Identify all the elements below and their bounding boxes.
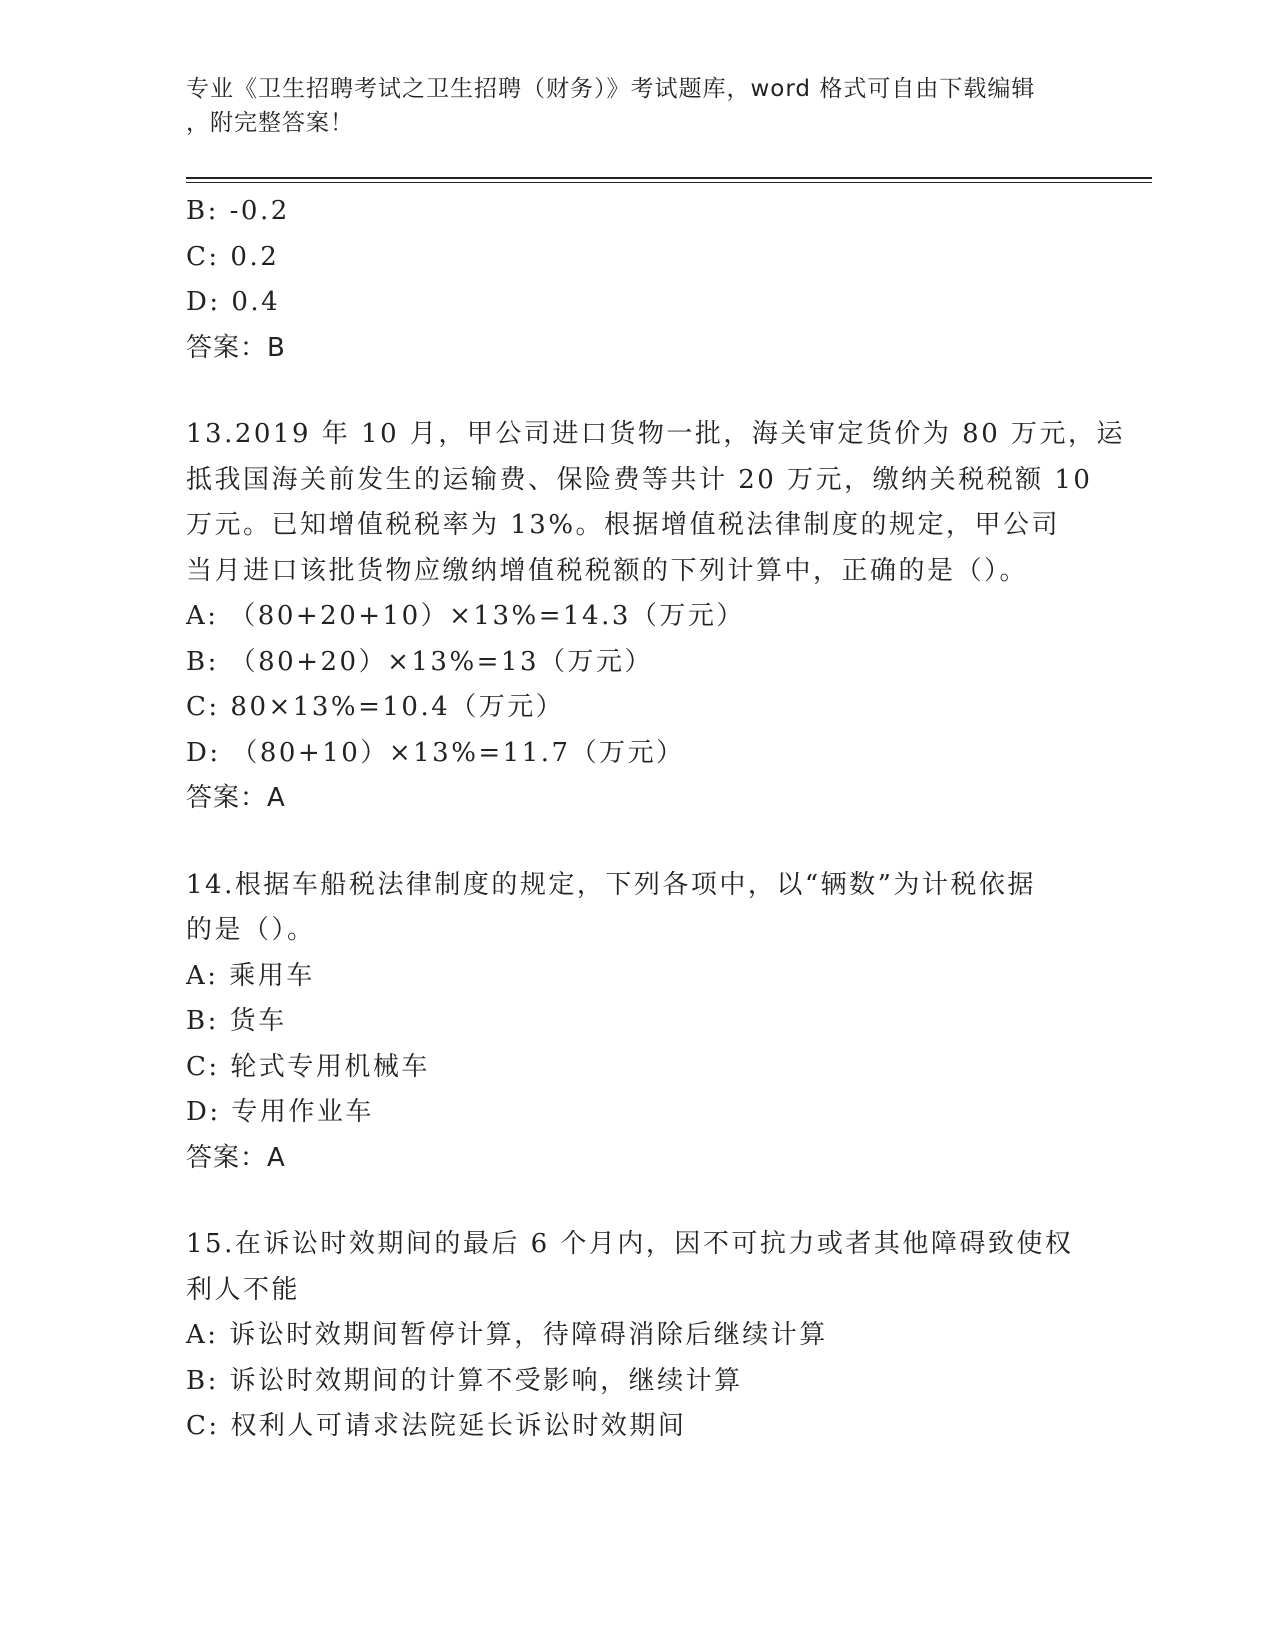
spacer [186, 1181, 1086, 1222]
option-d: D: （80+10）×13%=11.7（万元） [186, 737, 685, 768]
option-c: C: 权利人可请求法院延长诉讼时效期间 [186, 1411, 687, 1441]
question-12-continuation [186, 189, 1086, 371]
option-b: B: （80+20）×13%=13（万元） [186, 646, 654, 677]
question-text-line: 的是（）。 [186, 915, 316, 945]
header-rule-thick [186, 177, 1152, 179]
question-text-line: 万元。已知增值税税率为 13%。根据增值税法律制度的规定，甲公司 [186, 510, 1061, 540]
question-text-line: 当月进口该批货物应缴纳增值税税额的下列计算中，正确的是（）。 [186, 555, 1029, 586]
option-b: B: 诉讼时效期间的计算不受影响，继续计算 [186, 1365, 743, 1396]
question-text-line: 13.2019 年 10 月，甲公司进口货物一批，海关审定货价为 80 万元，运 [186, 419, 1126, 449]
question-15 [186, 1222, 1086, 1450]
document-header [186, 72, 1066, 140]
option-b: B: -0.2 [186, 196, 290, 226]
answer-line: 答案：A [186, 1142, 286, 1173]
option-c: C: 80×13%=10.4（万元） [186, 692, 565, 722]
option-a: A: 诉讼时效期间暂停计算，待障碍消除后继续计算 [186, 1320, 828, 1350]
document-body [186, 189, 1126, 1450]
answer-line: 答案：B [186, 332, 286, 363]
option-c: C: 轮式专用机械车 [186, 1051, 430, 1082]
option-c: C: 0.2 [186, 241, 280, 272]
question-text-line: 利人不能 [186, 1274, 301, 1305]
option-b: B: 货车 [186, 1006, 287, 1036]
question-text-line: 抵我国海关前发生的运输费、保险费等共计 20 万元，缴纳关税税额 10 [186, 464, 1093, 495]
question-text-line: 14.根据车船税法律制度的规定，下列各项中，以“辆数”为计税依据 [186, 869, 1036, 900]
option-d: D: 0.4 [186, 287, 281, 317]
question-13 [186, 412, 1126, 822]
spacer [186, 371, 1086, 412]
option-d: D: 专用作业车 [186, 1097, 374, 1127]
spacer [186, 822, 1086, 863]
header-line-2: ，附完整答案！ [186, 110, 354, 136]
header-rule-thin [186, 182, 1152, 183]
question-text-line: 15.在诉讼时效期间的最后 6 个月内，因不可抗力或者其他障碍致使权 [186, 1229, 1074, 1259]
answer-line: 答案：A [186, 783, 286, 813]
option-a: A: 乘用车 [186, 960, 315, 991]
header-line-1: 专业《卫生招聘考试之卫生招聘（财务）》考试题库，word 格式可自由下载编辑 [186, 76, 1036, 102]
question-14 [186, 863, 1086, 1182]
option-a: A: （80+20+10）×13%=14.3（万元） [186, 601, 745, 631]
